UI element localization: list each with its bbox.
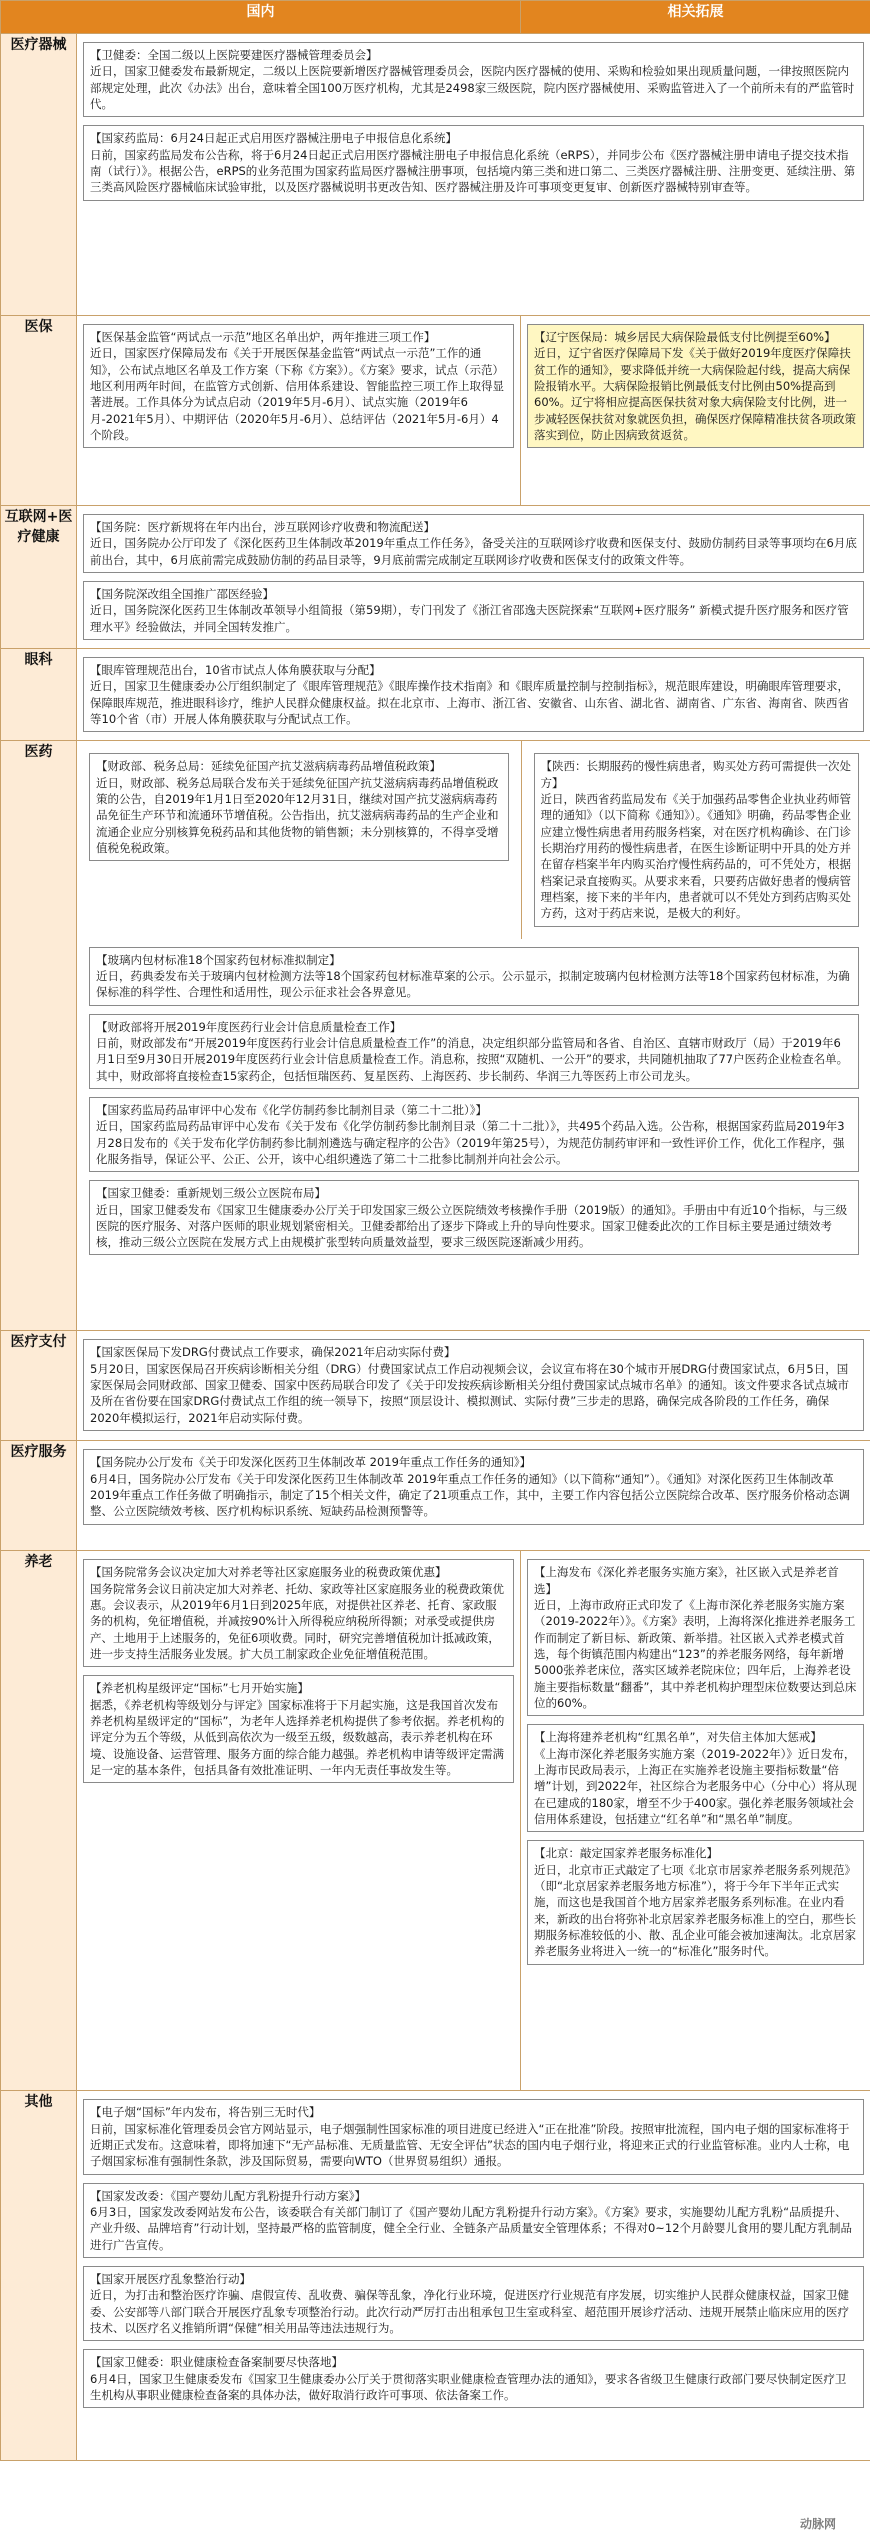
news-item-body: 近日，国家卫健委发布最新规定，二级以上医院要新增医疗器械管理委员会，医院内医疗器械的使用、采购和检验如果出现质量问题，一律按照医院内部规定处理，此次《办法》出台，意味着全国100万医疗机构，尤其是2498家三级医院，院内医疗器械使用、采购监管进入了一个前所未有的严监管时代。 — [90, 64, 855, 111]
news-item-body: 日前，国家标准化管理委员会官方网站显示，电子烟强制性国家标准的项目进度已经进入“正在批准”阶段。按照审批流程，国内电子烟的国家标准将于近期正式发布。这意味着，即将加速下“无产品标准、无质量监管、无安全评估”状态的国内电子烟行业，将迎来正式的行业监管标准。业内人士称，电子烟国家标准有强制性条款，涉及国际贸易，需要向WTO（世界贸易组织）通报。 — [90, 2121, 850, 2169]
news-item-body: 6月4日，国务院办公厅发布《关于印发深化医药卫生体制改革 2019年重点工作任务的通知》（以下简称“通知”）。《通知》对深化医药卫生体制改革2019年重点工作任务做了明确指示，制定了15个相关文件，确定了21项重点工作，其中，主要工作内容包括公立医院综合改革、医疗服务价格动态调整、公立医院绩效考核、医疗机构标识系统、短缺药品检测预警等。 — [90, 1471, 851, 1519]
news-item-body: 日前，国家药监局发布公告称，将于6月24日起正式启用医疗器械注册电子申报信息化系统（eRPS），并同步公布《医疗器械注册申请电子提交技术指南（试行）》。根据公告，eRPS的业务范围为国家药监局医疗器械注册事项，包括境内第三类和进口第二、三类医疗器械注册、注册变更、延续注册、第三类高风险医疗器械临床试验审批，以及医疗器械说明书更改告知、医疗器械注册及许可事项变更复审、创新医疗器械特别审查等。 — [90, 147, 856, 195]
section-eye — [1, 648, 870, 740]
section-insurance-items — [77, 316, 521, 506]
medicine-related — [521, 741, 870, 938]
news-item-body: 近日，国家药监局药品审评中心发布《关于发布《化学仿制药参比制剂目录（第二十二批）》，共495个药品入选。公告称，根据国家药监局2019年3月28日发布的《关于发布化学仿制药参比制剂遴选与确定程序的公告》（2019年第25号），为规范仿制药审评和一致性评价工作，优化工作程序，强化服务指导，保证公平、公正、公开，该中心组织遴选了第二十二批参比制剂并向社会公示。 — [96, 1119, 845, 1166]
medicine-rest — [77, 939, 870, 1268]
section-other — [1, 2091, 870, 2461]
news-item — [83, 1675, 514, 1783]
section-internet — [1, 506, 870, 649]
news-item — [89, 1097, 859, 1172]
news-item-body: 《上海市深化养老服务实施方案（2019-2022年）》近日发布，上海市民政局表示，上海正在实施养老设施主要指标数量“倍增”计划，到2022年，社区综合为老服务中心（分中心）将从现在已建成的180家，增至不少于400家。强化养老服务领域社会信用体系建设，包括建立“红名单”和“黑名单”制度。 — [534, 1746, 857, 1826]
header-domestic: 国内 — [1, 1, 521, 34]
news-item-body: 近日，国家医疗保障局发布《关于开展医保基金监管“两试点一示范”工作的通知》，公布试点地区名单及工作方案（下称《方案》）。《方案》要求，试点（示范）地区利用两年时间，在监管方式创新、信用体系建设、智能监控三项工作上取得显著进展。工作具体分为试点启动（2019年5月-6月）、试点实施（2019年6月-2021年5月）、中期评估（2020年5月-6月）、总结评估（2021年5月-6月）4个阶段。 — [90, 346, 504, 442]
news-item-title: 【 北京：敲定国家养老服务标准化 】 — [534, 1845, 857, 1861]
news-item-title: 【 国务院办公厅发布《关于印发深化医药卫生体制改革 2019年重点工作任务的通知》 】 — [90, 1454, 857, 1470]
news-item-title: 【 国家开展医疗乱象整治行动 】 — [90, 2271, 857, 2287]
news-item-title: 【 国家发改委：《国产婴幼儿配方乳粉提升行动方案》 】 — [90, 2188, 857, 2204]
news-item — [83, 2266, 864, 2341]
news-item-title: 【 上海将建养老机构“红黑名单”，对失信主体加大惩戒 】 — [534, 1729, 857, 1745]
news-item-body: 国务院常务会议日前决定加大对养老、托幼、家政等社区家庭服务业的税费政策优惠。会议表示，从2019年6月1日到2025年底，对提供社区养老、托育、家政服务的机构，免征增值税，并减按90%计入所得税应纳税所得额；对承受或提供房产、土地用于上述服务的，免征6项收费。同时，研究完善增值税加计抵减政策，进一步支持生活服务业发展。扩大员工制家政企业免征增值税范围。 — [90, 1581, 504, 1661]
news-item-body: 日前，财政部发布“开展2019年度医药行业会计信息质量检查工作”的消息，决定组织部分监管局和各省、自治区、直辖市财政厅（局）于2019年6月1日至9月30日开展2019年度医药行业会计信息质量检查工作。消息称，按照“双随机、一公开”的要求，共同随机抽取了77户医药企业检查名单。其中，财政部将直接检查15家药企，包括恒瑞医药、复星医药、上海医药、步长制药、华润三九等医药上市公司龙头。 — [96, 1035, 849, 1083]
news-item — [527, 1840, 864, 1964]
news-item-title: 【 电子烟“国标”年内发布，将告别三无时代 】 — [90, 2104, 857, 2120]
category-label: 医疗器械 — [1, 34, 77, 316]
news-item-body: 近日，国家卫健委发布《国家卫生健康委办公厅关于印发国家三级公立医院绩效考核操作手册（2019版）的通知》。手册由中有近10个指标，与三级医院的医疗服务、对落户医师的职业规划紧密相关。卫健委都给出了逐步下降或上升的导向性要求。国家卫健委此次的工作目标主要是通过绩效考核，推动三级公立医院在发展方式上由规模扩张型转向质量效益型，要求三级医院逐渐减少用药。 — [96, 1202, 848, 1250]
news-item — [89, 947, 859, 1006]
medicine-first-left — [77, 741, 521, 938]
section-other-items — [77, 2091, 870, 2461]
section-payment — [1, 1331, 870, 1441]
news-item-title: 【 国家卫健委：重新规划三级公立医院布局 】 — [96, 1185, 852, 1201]
category-label: 互联网+医疗健康 — [1, 506, 77, 649]
news-item-body: 近日，财政部、税务总局联合发布关于延续免征国产抗艾滋病病毒药品增值税政策的公告，自2019年1月1日至2020年12月31日，继续对国产抗艾滋病病毒药品免征生产环节和流通环节增值税。公告指出，抗艾滋病病毒药品的生产企业和流通企业应分别核算免税药品和其他货物的销售额；未分别核算的，不得享受增值税免税政策。 — [96, 775, 499, 855]
news-item — [83, 657, 864, 732]
news-item-title: 【 国务院：医疗新规将在年内出台，涉互联网诊疗收费和物流配送 】 — [90, 519, 857, 535]
news-item — [527, 1559, 864, 1716]
news-item — [83, 2349, 864, 2408]
section-device — [1, 34, 870, 316]
news-item-title: 【 卫健委：全国二级以上医院要建医疗器械管理委员会 】 — [90, 47, 857, 63]
section-service — [1, 1441, 870, 1551]
news-item-title: 【 财政部将开展2019年度医药行业会计信息质量检查工作 】 — [96, 1019, 852, 1035]
section-elderly — [1, 1551, 870, 2091]
category-label: 其他 — [1, 2091, 77, 2461]
news-item — [83, 125, 864, 200]
news-item-body: 6月4日，国家卫生健康委发布《国家卫生健康委办公厅关于贯彻落实职业健康检查管理办法的通知》，要求各省级卫生健康行政部门要尽快制定医疗卫生机构从事职业健康检查备案的具体办法，做好取消行政许可事项、依法备案工作。 — [90, 2371, 847, 2402]
news-item — [83, 1339, 864, 1431]
category-label: 眼科 — [1, 648, 77, 740]
news-item-body: 近日，国务院办公厅印发了《深化医药卫生体制改革2019年重点工作任务》，备受关注的互联网诊疗收费和医保支付、鼓励仿制药目录等事项均在6月底前出台，其中，6月底前需完成鼓励仿制的药品目录等，9月底前需完成制定互联网诊疗收费和医保支付的政策文件等。 — [90, 536, 857, 567]
header-row — [1, 1, 870, 34]
news-item — [89, 1014, 859, 1089]
news-item-title: 【 辽宁医保局：城乡居民大病保险最低支付比例提至60% 】 — [534, 329, 857, 345]
section-device-items — [77, 34, 870, 316]
news-item-body: 近日，为打击和整治医疗诈骗、虐假宣传、乱收费、骗保等乱象，净化行业环境，促进医疗行业规范有序发展，切实维护人民群众健康权益，国家卫健委、公安部等八部门联合开展医疗乱象专项整治行动。此次行动严厉打击出租承包卫生室或科室、超范围开展诊疗活动、违规开展禁止临床应用的医疗技术、以医疗名义推销所谓“保健”相关用品等违法违规行为。 — [90, 2288, 849, 2335]
section-medicine — [1, 741, 870, 1331]
category-label: 医药 — [1, 741, 77, 1331]
news-item-body: 据悉，《养老机构等级划分与评定》国家标准将于下月起实施，这是我国首次发布养老机构星级评定的“国标”，为老年人选择养老机构提供了参考依据。养老机构的评定分为五个等级，从低到高依次为一级至五级，级数越高，表示养老机构在环境、设施设备、运营管理、服务方面的综合能力越强。养老机构申请等级评定需满足一定的基本条件，包括具备有效批准证明、一年内无责任事故发生等。 — [90, 1697, 505, 1777]
section-service-items — [77, 1441, 870, 1551]
category-label: 养老 — [1, 1551, 77, 2091]
news-item-body: 5月20日，国家医保局召开疾病诊断相关分组（DRG）付费国家试点工作启动视频会议，会议宣布将在30个城市开展DRG付费国家试点，6月5日，国家医保局会同财政部、国家卫健委、国家中医药局联合印发了《关于印发按疾病诊断相关分组付费国家试点城市名单》的通知。该文件要求各试点城市及所在省份要在国家DRG付费试点工作组的统一领导下，按照“顶层设计、模拟测试、实际付费”三步走的思路，确保完成各阶段的工作任务，确保2020年模拟运行，2021年启动实际付费。 — [90, 1361, 849, 1425]
section-eye-items — [77, 648, 870, 740]
section-medicine-cell — [77, 741, 870, 1331]
news-item-title: 【 上海发布《深化养老服务实施方案》，社区嵌入式是养老首选 】 — [534, 1564, 857, 1597]
news-item-title: 【 陕西：长期服药的慢性病患者，购买处方药可需提供一次处方 】 — [541, 758, 853, 791]
news-item — [83, 2099, 864, 2174]
news-item-title: 【 医保基金监管“两试点一示范”地区名单出炉，两年推进三项工作 】 — [90, 329, 507, 345]
news-item-body: 近日，上海市政府正式印发了《上海市深化养老服务实施方案（2019-2022年）》。《方案》表明，上海将深化推进养老服务工作而制定了新目标、新政策、新举措。社区嵌入式养老模式首选，每个街镇范围内构建出“123”的养老服务网络，每年新增5000张养老床位，落实区域养老院床位；四年后，上海养老设施主要指标数量“翻番”，其中养老机构护理型床位数要达到总床位的60%。 — [534, 1597, 857, 1710]
news-item-title: 【 国家药监局：6月24日起正式启用医疗器械注册电子申报信息化系统 】 — [90, 130, 857, 146]
watermark-logo: 动脉网 — [800, 2517, 837, 2531]
news-item — [83, 2183, 864, 2258]
medicine-inner — [77, 741, 870, 1267]
news-item-title: 【 养老机构星级评定“国标”七月开始实施 】 — [90, 1680, 507, 1696]
news-item-title: 【 国家药监局药品审评中心发布《化学仿制药参比制剂目录（第二十二批）》 】 — [96, 1102, 852, 1118]
news-item — [527, 324, 864, 448]
news-item-title: 【 国家医保局下发DRG付费试点工作要求，确保2021年启动实际付费 】 — [90, 1344, 857, 1360]
section-internet-items — [77, 506, 870, 649]
category-label: 医疗支付 — [1, 1331, 77, 1441]
news-item-title: 【 国务院深改组全国推广邵医经验 】 — [90, 586, 857, 602]
news-item — [83, 1559, 514, 1667]
news-item-title: 【 国家卫健委：职业健康检查备案制要尽快落地 】 — [90, 2354, 857, 2370]
news-item — [527, 1724, 864, 1832]
section-insurance — [1, 316, 870, 506]
news-item-title: 【 眼库管理规范出台，10省市试点人体角膜获取与分配 】 — [90, 662, 857, 678]
news-item — [83, 514, 864, 573]
news-item — [83, 324, 514, 448]
category-label: 医疗服务 — [1, 1441, 77, 1551]
news-item-title: 【 财政部、税务总局：延续免征国产抗艾滋病病毒药品增值税政策 】 — [96, 758, 502, 774]
section-elderly-related — [521, 1551, 870, 2091]
news-item — [89, 753, 509, 861]
news-item-body: 近日，药典委发布关于玻璃内包材检测方法等18个国家药包材标准草案的公示。公示显示，拟制定玻璃内包材检测方法等18个国家药包材标准，为确保标准的科学性、合理性和适用性，现公示征求社会各界意见。 — [96, 968, 850, 1000]
news-item — [534, 753, 860, 926]
news-item — [89, 1180, 859, 1255]
news-item — [83, 42, 864, 117]
news-item — [83, 1449, 864, 1524]
news-item-body: 近日，国务院深化医药卫生体制改革领导小组简报（第59期），专门刊发了《浙江省邵逸夫医院探索“互联网+医疗服务” 新模式提升医疗服务和医疗管理水平》经验做法，并同全国转发推广。 — [90, 603, 849, 634]
news-item-body: 近日，陕西省药监局发布《关于加强药品零售企业执业药师管理的通知》（以下简称《通知》）。《通知》明确，药品零售企业应建立慢性病患者用药服务档案，对在医疗机构确诊、在门诊长期治疗用药的慢性病患者，在医生诊断证明中开具的处方并在留存档案半年内购买治疗慢性病药品的，可不凭处方，根据档案记录直接购买。从要求来看，只要药店做好患者的慢病管理档案，接下来的半年内，患者就可以不凭处方到药店购买处方药，这对于药店来说，是极大的利好。 — [540, 791, 851, 921]
news-item-body: 近日，国家卫生健康委办公厅组织制定了《眼库管理规范》《眼库操作技术指南》和《眼库质量控制与控制指标》，规范眼库建设，明确眼库管理要求，保障眼库规范，推进眼科诊疗，维护人民群众健康权益。拟在北京市、上海市、浙江省、安徽省、山东省、湖北省、湖南省、广东省、海南省、陕西省等10个省（市）开展人体角膜获取与分配试点工作。 — [90, 679, 849, 726]
section-insurance-related — [521, 316, 870, 506]
news-item-title: 【 玻璃内包材标准18个国家药包材标准拟制定 】 — [96, 952, 852, 968]
section-elderly-items — [77, 1551, 521, 2091]
category-label: 医保 — [1, 316, 77, 506]
header-related: 相关拓展 — [521, 1, 870, 34]
news-item-body: 6月3日，国家发改委网站发布公告，该委联合有关部门制订了《国产婴幼儿配方乳粉提升行动方案》。《方案》要求，实施婴幼儿配方乳粉“品质提升、产业升级、品牌培育”行动计划，坚持最严格的监管制度，健全全行业、全链条产品质量安全管理体系；不得对0~12个月龄婴儿食用的婴儿配方乳制品进行广告宣传。 — [90, 2204, 853, 2252]
news-item-title: 【 国务院常务会议决定加大对养老等社区家庭服务业的税费政策优惠 】 — [90, 1564, 507, 1580]
news-item-body: 近日，辽宁省医疗保障局下发《关于做好2019年度医疗保障扶贫工作的通知》，要求降低并统一大病保险起付线，提高大病保险报销水平。大病保险报销比例最低支付比例由50%提高到60%。辽宁将相应提高医保扶贫对象大病保险支付比例，进一步减轻医保扶贫对象就医负担，确保医疗保障精准扶贫各项政策落实到位，防止因病致贫返贫。 — [534, 346, 856, 442]
news-item-body: 近日，北京市正式敲定了七项《北京市居家养老服务系列规范》（即“北京居家养老服务地方标准”），将于今年下半年正式实施，而这也是我国首个地方居家养老服务系列标准。在业内看来，新政的出台将弥补北京居家养老服务标准上的空白，那些长期服务标准较低的小、散、乱企业可能会被加速淘汰。北京居家养老服务业将进入一统一的“标准化”服务时代。 — [534, 1862, 856, 1959]
section-payment-items — [77, 1331, 870, 1441]
news-item — [83, 581, 864, 640]
